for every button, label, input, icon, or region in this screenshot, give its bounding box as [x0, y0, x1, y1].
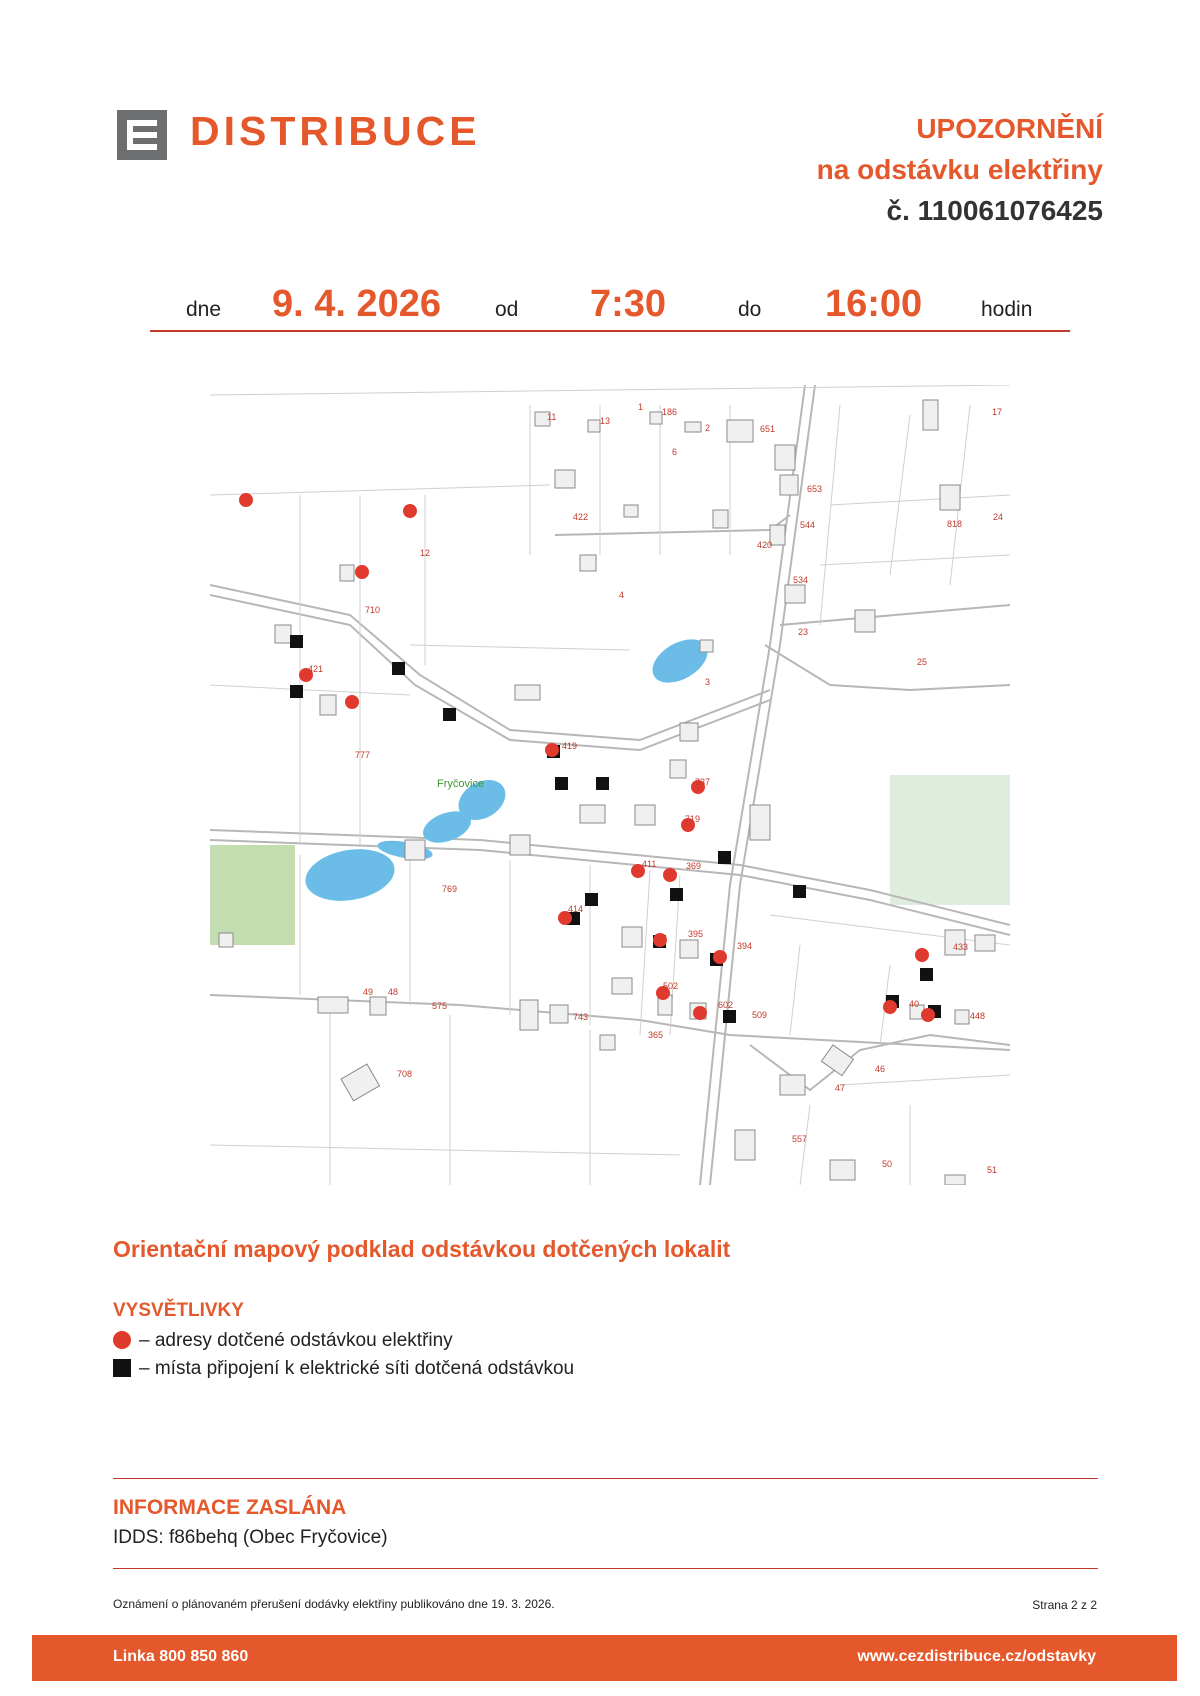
svg-text:777: 777: [355, 750, 371, 760]
notice-subtitle: na odstávku elektřiny: [816, 154, 1103, 185]
svg-text:653: 653: [807, 484, 823, 494]
svg-text:557: 557: [792, 1134, 808, 1144]
svg-text:47: 47: [835, 1083, 846, 1093]
place-name: Fryčovice: [437, 778, 485, 790]
svg-text:23: 23: [798, 627, 809, 637]
notice-number: č. 110061076425: [886, 195, 1103, 226]
hotline: Linka 800 850 860: [113, 1648, 249, 1665]
svg-text:818: 818: [947, 519, 963, 529]
divider: [113, 1478, 1098, 1479]
legend-item-addresses: [113, 1330, 453, 1352]
green-area: [890, 775, 1010, 905]
website-link[interactable]: www.cezdistribuce.cz/odstavky: [857, 1648, 1096, 1665]
svg-text:40: 40: [909, 999, 920, 1009]
notice-header: [817, 108, 1103, 231]
legend-title: VYSVĚTLIVKY: [113, 1300, 244, 1321]
svg-text:49: 49: [363, 987, 374, 997]
svg-text:420: 420: [757, 540, 773, 550]
brand-title: DISTRIBUCE: [190, 108, 481, 154]
svg-text:13: 13: [600, 416, 611, 426]
to-label: do: [738, 298, 762, 321]
green-area: [210, 845, 295, 945]
svg-text:602: 602: [718, 1000, 734, 1010]
outage-date: 9. 4. 2026: [272, 283, 442, 325]
svg-text:3: 3: [705, 677, 711, 687]
notice-title: UPOZORNĚNÍ: [916, 113, 1103, 144]
svg-text:46: 46: [875, 1064, 886, 1074]
svg-text:544: 544: [800, 520, 816, 530]
outage-map: [210, 385, 1010, 1185]
cez-logo: [117, 110, 167, 160]
svg-text:419: 419: [562, 741, 578, 751]
svg-text:651: 651: [760, 424, 776, 434]
outage-start: 7:30: [590, 283, 667, 325]
map-caption: Orientační mapový podklad odstávkou dotčených lokalit: [113, 1236, 731, 1262]
svg-text:708: 708: [397, 1069, 413, 1079]
outage-end: 16:00: [825, 283, 923, 325]
svg-text:24: 24: [993, 512, 1004, 522]
svg-text:394: 394: [737, 941, 753, 951]
svg-text:414: 414: [568, 904, 584, 914]
svg-text:48: 48: [388, 987, 399, 997]
svg-text:743: 743: [573, 1012, 589, 1022]
svg-text:433: 433: [953, 942, 969, 952]
svg-text:509: 509: [752, 1010, 768, 1020]
black-square-icon: [113, 1359, 131, 1377]
svg-text:12: 12: [420, 548, 431, 558]
svg-text:719: 719: [685, 814, 701, 824]
svg-text:2: 2: [705, 423, 711, 433]
svg-text:411: 411: [642, 859, 657, 869]
svg-text:421: 421: [308, 664, 324, 674]
svg-text:6: 6: [672, 447, 678, 457]
svg-text:51: 51: [987, 1165, 998, 1175]
svg-text:534: 534: [793, 575, 809, 585]
divider: [113, 1568, 1098, 1569]
info-recipient: IDDS: f86behq (Obec Fryčovice): [113, 1527, 388, 1548]
svg-text:575: 575: [432, 1001, 448, 1011]
info-title: INFORMACE ZASLÁNA: [113, 1496, 347, 1519]
svg-text:1: 1: [638, 402, 644, 412]
legend-item-connections: [113, 1358, 574, 1380]
svg-text:710: 710: [365, 605, 381, 615]
legend-addresses-text: – adresy dotčené odstávkou elektřiny: [139, 1330, 453, 1351]
svg-text:50: 50: [882, 1159, 893, 1169]
page-number: Strana 2 z 2: [1032, 1598, 1097, 1612]
footer-bar: [32, 1635, 1177, 1681]
date-underline: [150, 330, 1070, 332]
publication-note: Oznámení o plánovaném přerušení dodávky elektřiny publikováno dne 19. 3. 2026.: [113, 1597, 555, 1611]
svg-text:369: 369: [686, 861, 702, 871]
svg-text:395: 395: [688, 929, 704, 939]
svg-text:769: 769: [442, 884, 458, 894]
hours-label: hodin: [981, 298, 1033, 321]
svg-text:448: 448: [970, 1011, 986, 1021]
svg-text:186: 186: [662, 407, 678, 417]
svg-text:365: 365: [648, 1030, 664, 1040]
svg-text:25: 25: [917, 657, 928, 667]
red-dot-icon: [113, 1331, 131, 1349]
svg-text:502: 502: [663, 981, 679, 991]
svg-text:11: 11: [547, 412, 557, 422]
from-label: od: [495, 298, 519, 321]
svg-text:17: 17: [992, 407, 1003, 417]
outage-schedule: [150, 280, 1070, 330]
svg-text:4: 4: [619, 590, 625, 600]
svg-text:737: 737: [695, 777, 711, 787]
svg-text:422: 422: [573, 512, 589, 522]
date-label: dne: [186, 298, 222, 321]
legend-connections-text: – místa připojení k elektrické síti dotčená odstávkou: [139, 1358, 575, 1379]
